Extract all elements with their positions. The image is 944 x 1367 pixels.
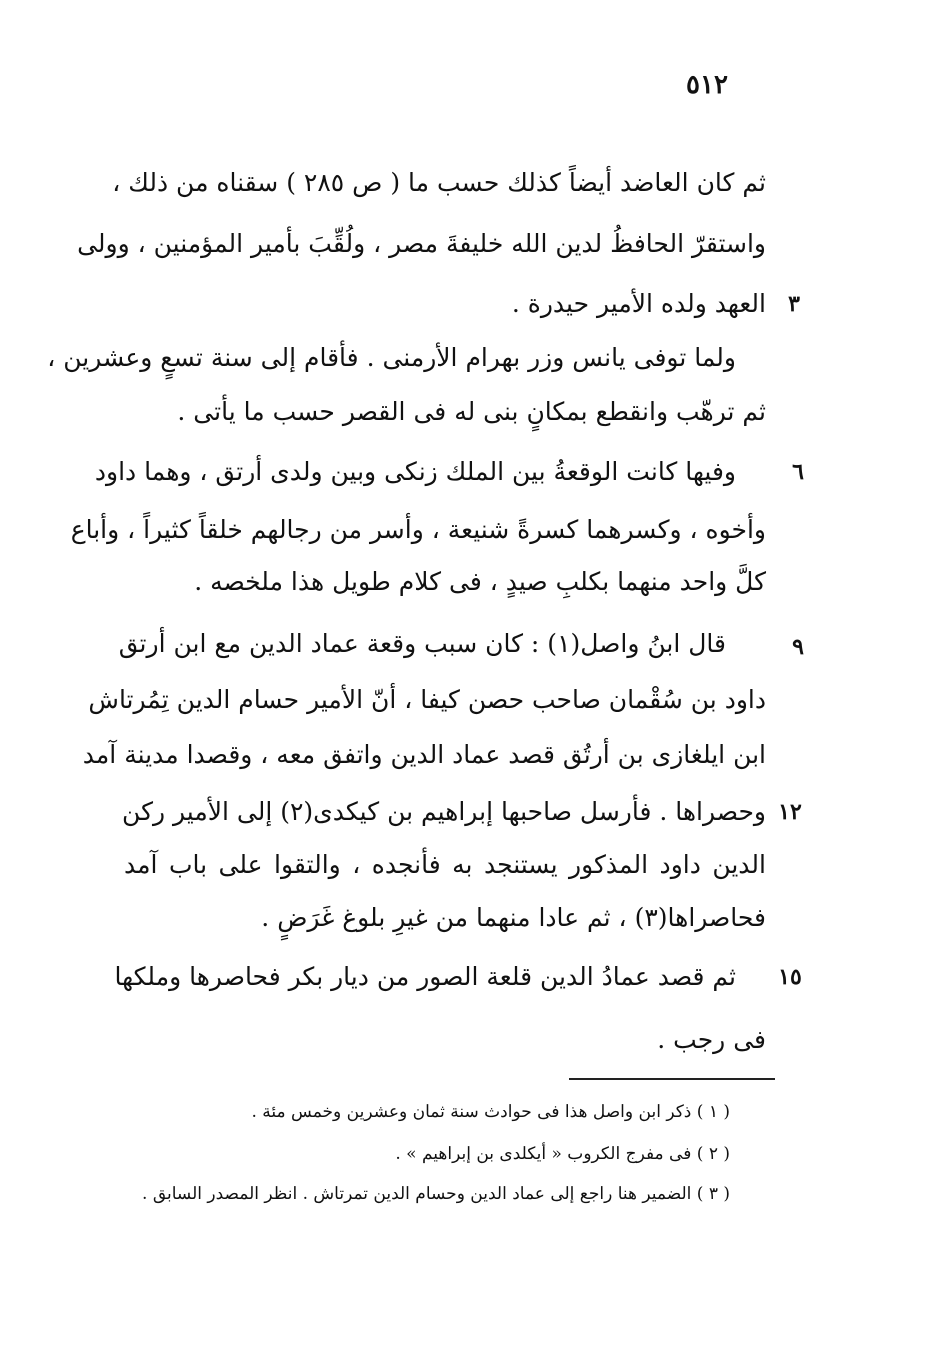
- text-line: ولما توفى يانس وزر بهرام الأرمنى . فأقام إلى سنة تسعٍ وعشرين ،: [47, 343, 736, 372]
- line-number: ١٥: [778, 964, 802, 990]
- text-line: ثم قصد عمادُ الدين قلعة الصور من ديار بكر فحاصرها وملكها: [114, 962, 736, 991]
- line-number: ٩: [792, 634, 804, 660]
- line-number: ١٢: [778, 799, 802, 825]
- text-line: داود بن سُقْمان صاحب حصن كيفا ، أنّ الأمير حسام الدين تِمُرتاش: [88, 685, 766, 714]
- text-line: واستقرّ الحافظُ لدين الله خليفةَ مصر ، ولُقِّبَ بأمير المؤمنين ، وولى: [77, 229, 766, 258]
- text-line: فى رجب .: [657, 1025, 766, 1054]
- text-line: العهد ولده الأمير حيدرة .: [511, 289, 766, 318]
- footnote: ( ٣ ) الضمير هنا راجع إلى عماد الدين وحسام الدين تمرتاش . انظر المصدر السابق .: [142, 1184, 730, 1204]
- text-line: الدين داود المذكور يستنجد به فأنجده ، والتقوا على باب آمد: [124, 850, 766, 879]
- text-line: ثم ترهّب وانقطع بمكانٍ بنى له فى القصر حسب ما يأتى .: [177, 397, 766, 426]
- text-line: وحصراها . فأرسل صاحبها إبراهيم بن كيكدى(٢) إلى الأمير ركن: [122, 797, 766, 826]
- footnote-divider: [569, 1078, 775, 1080]
- text-line: ابن ايلغازى بن أرتُق قصد عماد الدين واتفق معه ، وقصدا مدينة آمد: [82, 740, 766, 769]
- text-line: وفيها كانت الوقعةُ بين الملك زنكى وبين ولدى أرتق ، وهما داود: [94, 457, 736, 486]
- text-line: قال ابنُ واصل(١) : كان سبب وقعة عماد الدين مع ابن أرتق: [118, 629, 726, 658]
- text-line: وأخوه ، وكسرهما كسرةً شنيعة ، وأسر من رجالهم خلقاً كثيراً ، وأباع: [70, 515, 766, 544]
- line-number: ٦: [792, 459, 804, 485]
- text-line: ثم كان العاضد أيضاً كذلك حسب ما ( ص ٢٨٥ ) سقناه من ذلك ،: [112, 168, 766, 197]
- footnote: ( ١ ) ذكر ابن واصل هذا فى حوادث سنة ثمان وعشرين وخمس مئة .: [251, 1102, 730, 1122]
- line-number: ٣: [788, 291, 800, 317]
- page-number: ٥١٢: [686, 70, 728, 100]
- footnote: ( ٢ ) فى مفرج الكروب « أيكلدى بن إبراهيم » .: [395, 1144, 730, 1164]
- text-line: كلَّ واحد منهما بكلبِ صيدٍ ، فى كلام طويل هذا ملخصه .: [194, 567, 766, 596]
- text-line: فحاصراها(٣) ، ثم عادا منهما من غيرِ بلوغ غَرَضٍ .: [261, 903, 766, 932]
